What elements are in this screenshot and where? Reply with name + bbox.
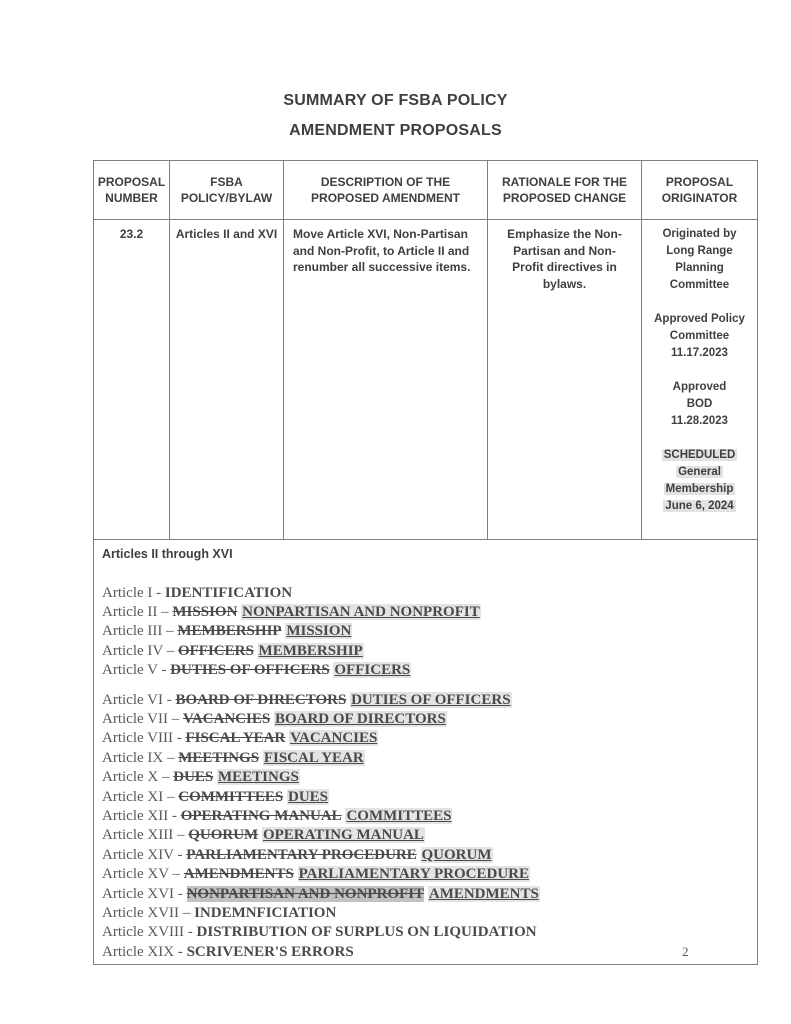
article-line xyxy=(102,904,747,923)
article-number-label: Article XIV xyxy=(102,846,174,863)
articles-row xyxy=(94,540,758,965)
article-title: SCRIVENER'S ERRORS xyxy=(186,943,354,960)
article-line xyxy=(102,622,747,641)
article-line xyxy=(102,642,747,661)
article-old-title: OFFICERS xyxy=(177,642,254,659)
cell-description: Move Article XVI, Non-Partisan and Non-Profit, to Article II and renumber all successive items. xyxy=(284,220,488,540)
originator-line: General xyxy=(678,466,721,478)
article-number-label: Article II xyxy=(102,603,158,620)
originator-line: Membership xyxy=(665,483,734,495)
article-number-label: Article VII xyxy=(102,710,168,727)
article-line xyxy=(102,584,747,603)
article-line xyxy=(102,885,747,904)
article-number-label: Article XII xyxy=(102,807,169,824)
article-line xyxy=(102,661,747,680)
article-line xyxy=(102,923,747,942)
proposal-summary-table xyxy=(93,160,758,965)
article-line xyxy=(102,826,747,845)
article-number-label: Article IX xyxy=(102,749,164,766)
cell-policy-bylaw: Articles II and XVI xyxy=(170,220,284,540)
document-title xyxy=(0,86,791,146)
article-old-title: MISSION xyxy=(172,603,238,620)
article-dash: – xyxy=(166,749,175,766)
article-number-label: Article XVI xyxy=(102,885,175,902)
originator-block xyxy=(646,379,753,430)
article-line xyxy=(102,768,747,787)
document-title-line1: SUMMARY OF FSBA POLICY xyxy=(283,92,508,109)
article-line xyxy=(102,807,747,826)
article-dash: – xyxy=(176,827,185,844)
originator-line: Long Range xyxy=(666,245,733,257)
article-dash: – xyxy=(172,866,181,883)
article-title: QUORUM xyxy=(421,846,492,863)
cell-rationale: Emphasize the Non-Partisan and Non-Profit directives in bylaws. xyxy=(488,220,642,540)
article-dash: – xyxy=(171,710,180,727)
cell-proposal-number: 23.2 xyxy=(94,220,170,540)
header-rationale: RATIONALE FOR THE PROPOSED CHANGE xyxy=(488,161,642,220)
article-number-label: Article XV xyxy=(102,866,169,883)
articles-section-heading: Articles II through XVI xyxy=(102,547,233,561)
article-title: BOARD OF DIRECTORS xyxy=(274,710,446,727)
originator-line: Approved Policy xyxy=(654,313,745,325)
originator-line: Approved xyxy=(672,381,727,393)
article-dash: - xyxy=(176,730,182,747)
article-old-title: PARLIAMENTARY PROCEDURE xyxy=(186,846,417,863)
article-dash: - xyxy=(171,807,177,824)
article-title: VACANCIES xyxy=(290,730,378,747)
article-title: MEETINGS xyxy=(218,769,299,786)
article-dash: - xyxy=(166,691,172,708)
article-old-title: QUORUM xyxy=(188,827,259,844)
article-line xyxy=(102,846,747,865)
article-number-label: Article XVIII xyxy=(102,924,185,941)
article-old-title: FISCAL YEAR xyxy=(185,730,286,747)
article-title: OFFICERS xyxy=(334,662,411,679)
article-dash: – xyxy=(182,905,191,921)
article-title: DUES xyxy=(288,788,329,805)
article-old-title: MEMBERSHIP xyxy=(177,623,282,640)
originator-line: Committee xyxy=(669,279,730,291)
article-number-label: Article V xyxy=(102,662,158,679)
article-title: MISSION xyxy=(286,623,352,640)
article-old-title: MEETINGS xyxy=(178,749,260,766)
article-dash: - xyxy=(177,943,183,960)
article-line xyxy=(102,729,747,748)
article-old-title: NONPARTISAN AND NONPROFIT xyxy=(186,885,425,902)
originator-line: BOD xyxy=(686,398,713,410)
article-line xyxy=(102,943,747,962)
article-dash: - xyxy=(161,662,167,679)
article-title: MEMBERSHIP xyxy=(258,642,363,659)
article-line xyxy=(102,603,747,622)
article-dash: – xyxy=(161,769,170,786)
article-number-label: Article I xyxy=(102,584,153,601)
article-number-label: Article VIII xyxy=(102,730,173,747)
article-title: PARLIAMENTARY PROCEDURE xyxy=(298,866,530,883)
article-title: OPERATING MANUAL xyxy=(262,827,424,844)
article-old-title: BOARD OF DIRECTORS xyxy=(175,691,347,708)
originator-block xyxy=(646,447,753,515)
article-number-label: Article III xyxy=(102,623,163,640)
article-title: NONPARTISAN AND NONPROFIT xyxy=(242,603,480,620)
article-dash: - xyxy=(177,885,183,902)
article-number-label: Article XI xyxy=(102,788,164,805)
article-old-title: COMMITTEES xyxy=(178,788,284,805)
article-dash: - xyxy=(177,846,183,863)
article-line xyxy=(102,788,747,807)
originator-cell xyxy=(642,220,758,540)
article-title: DUTIES OF OFFICERS xyxy=(351,691,511,708)
article-line xyxy=(102,865,747,884)
document-title-line2: AMENDMENT PROPOSALS xyxy=(289,122,502,139)
article-line xyxy=(102,691,747,710)
article-title: FISCAL YEAR xyxy=(263,749,364,766)
article-dash: – xyxy=(166,788,175,805)
originator-line: June 6, 2024 xyxy=(665,500,734,512)
table-header-row xyxy=(94,161,758,220)
article-title: COMMITTEES xyxy=(346,807,452,824)
article-old-title: OPERATING MANUAL xyxy=(180,807,342,824)
article-number-label: Article XVII xyxy=(102,905,180,921)
article-title: AMENDMENTS xyxy=(428,885,539,902)
articles-list xyxy=(102,584,747,963)
article-number-label: Article VI xyxy=(102,691,163,708)
articles-cell xyxy=(94,540,758,965)
article-dash: - xyxy=(156,584,162,601)
article-dash: - xyxy=(187,924,193,941)
header-description: DESCRIPTION OF THE PROPOSED AMENDMENT xyxy=(284,161,488,220)
originator-line: SCHEDULED xyxy=(663,449,736,461)
article-old-title: DUES xyxy=(173,769,214,786)
table-row xyxy=(94,220,758,540)
article-line xyxy=(102,710,747,729)
originator-line: Committee xyxy=(669,330,730,342)
article-old-title: VACANCIES xyxy=(182,710,271,727)
article-number-label: Article XIX xyxy=(102,943,175,960)
article-title: IDENTIFICATION xyxy=(164,584,293,601)
article-title: INDEMNFICIATION xyxy=(194,905,337,921)
page-number: 2 xyxy=(682,944,689,959)
originator-block xyxy=(646,226,753,294)
article-number-label: Article IV xyxy=(102,642,163,659)
originator-line: Originated by xyxy=(662,228,737,240)
header-originator: PROPOSAL ORIGINATOR xyxy=(642,161,758,220)
article-number-label: Article XIII xyxy=(102,827,174,844)
article-title: DISTRIBUTION OF SURPLUS ON LIQUIDATION xyxy=(196,924,537,941)
article-dash: – xyxy=(161,603,169,620)
article-old-title: AMENDMENTS xyxy=(183,866,294,883)
originator-line: 11.28.2023 xyxy=(671,415,728,427)
originator-line: 11.17.2023 xyxy=(671,347,728,359)
article-old-title: DUTIES OF OFFICERS xyxy=(170,662,330,679)
originator-line: Planning xyxy=(675,262,724,274)
article-dash: – xyxy=(166,642,175,659)
article-line xyxy=(102,749,747,768)
article-number-label: Article X xyxy=(102,769,159,786)
originator-block xyxy=(646,311,753,362)
header-proposal-number: PROPOSAL NUMBER xyxy=(94,161,170,220)
article-dash: – xyxy=(166,623,174,640)
header-policy-bylaw: FSBA POLICY/BYLAW xyxy=(170,161,284,220)
